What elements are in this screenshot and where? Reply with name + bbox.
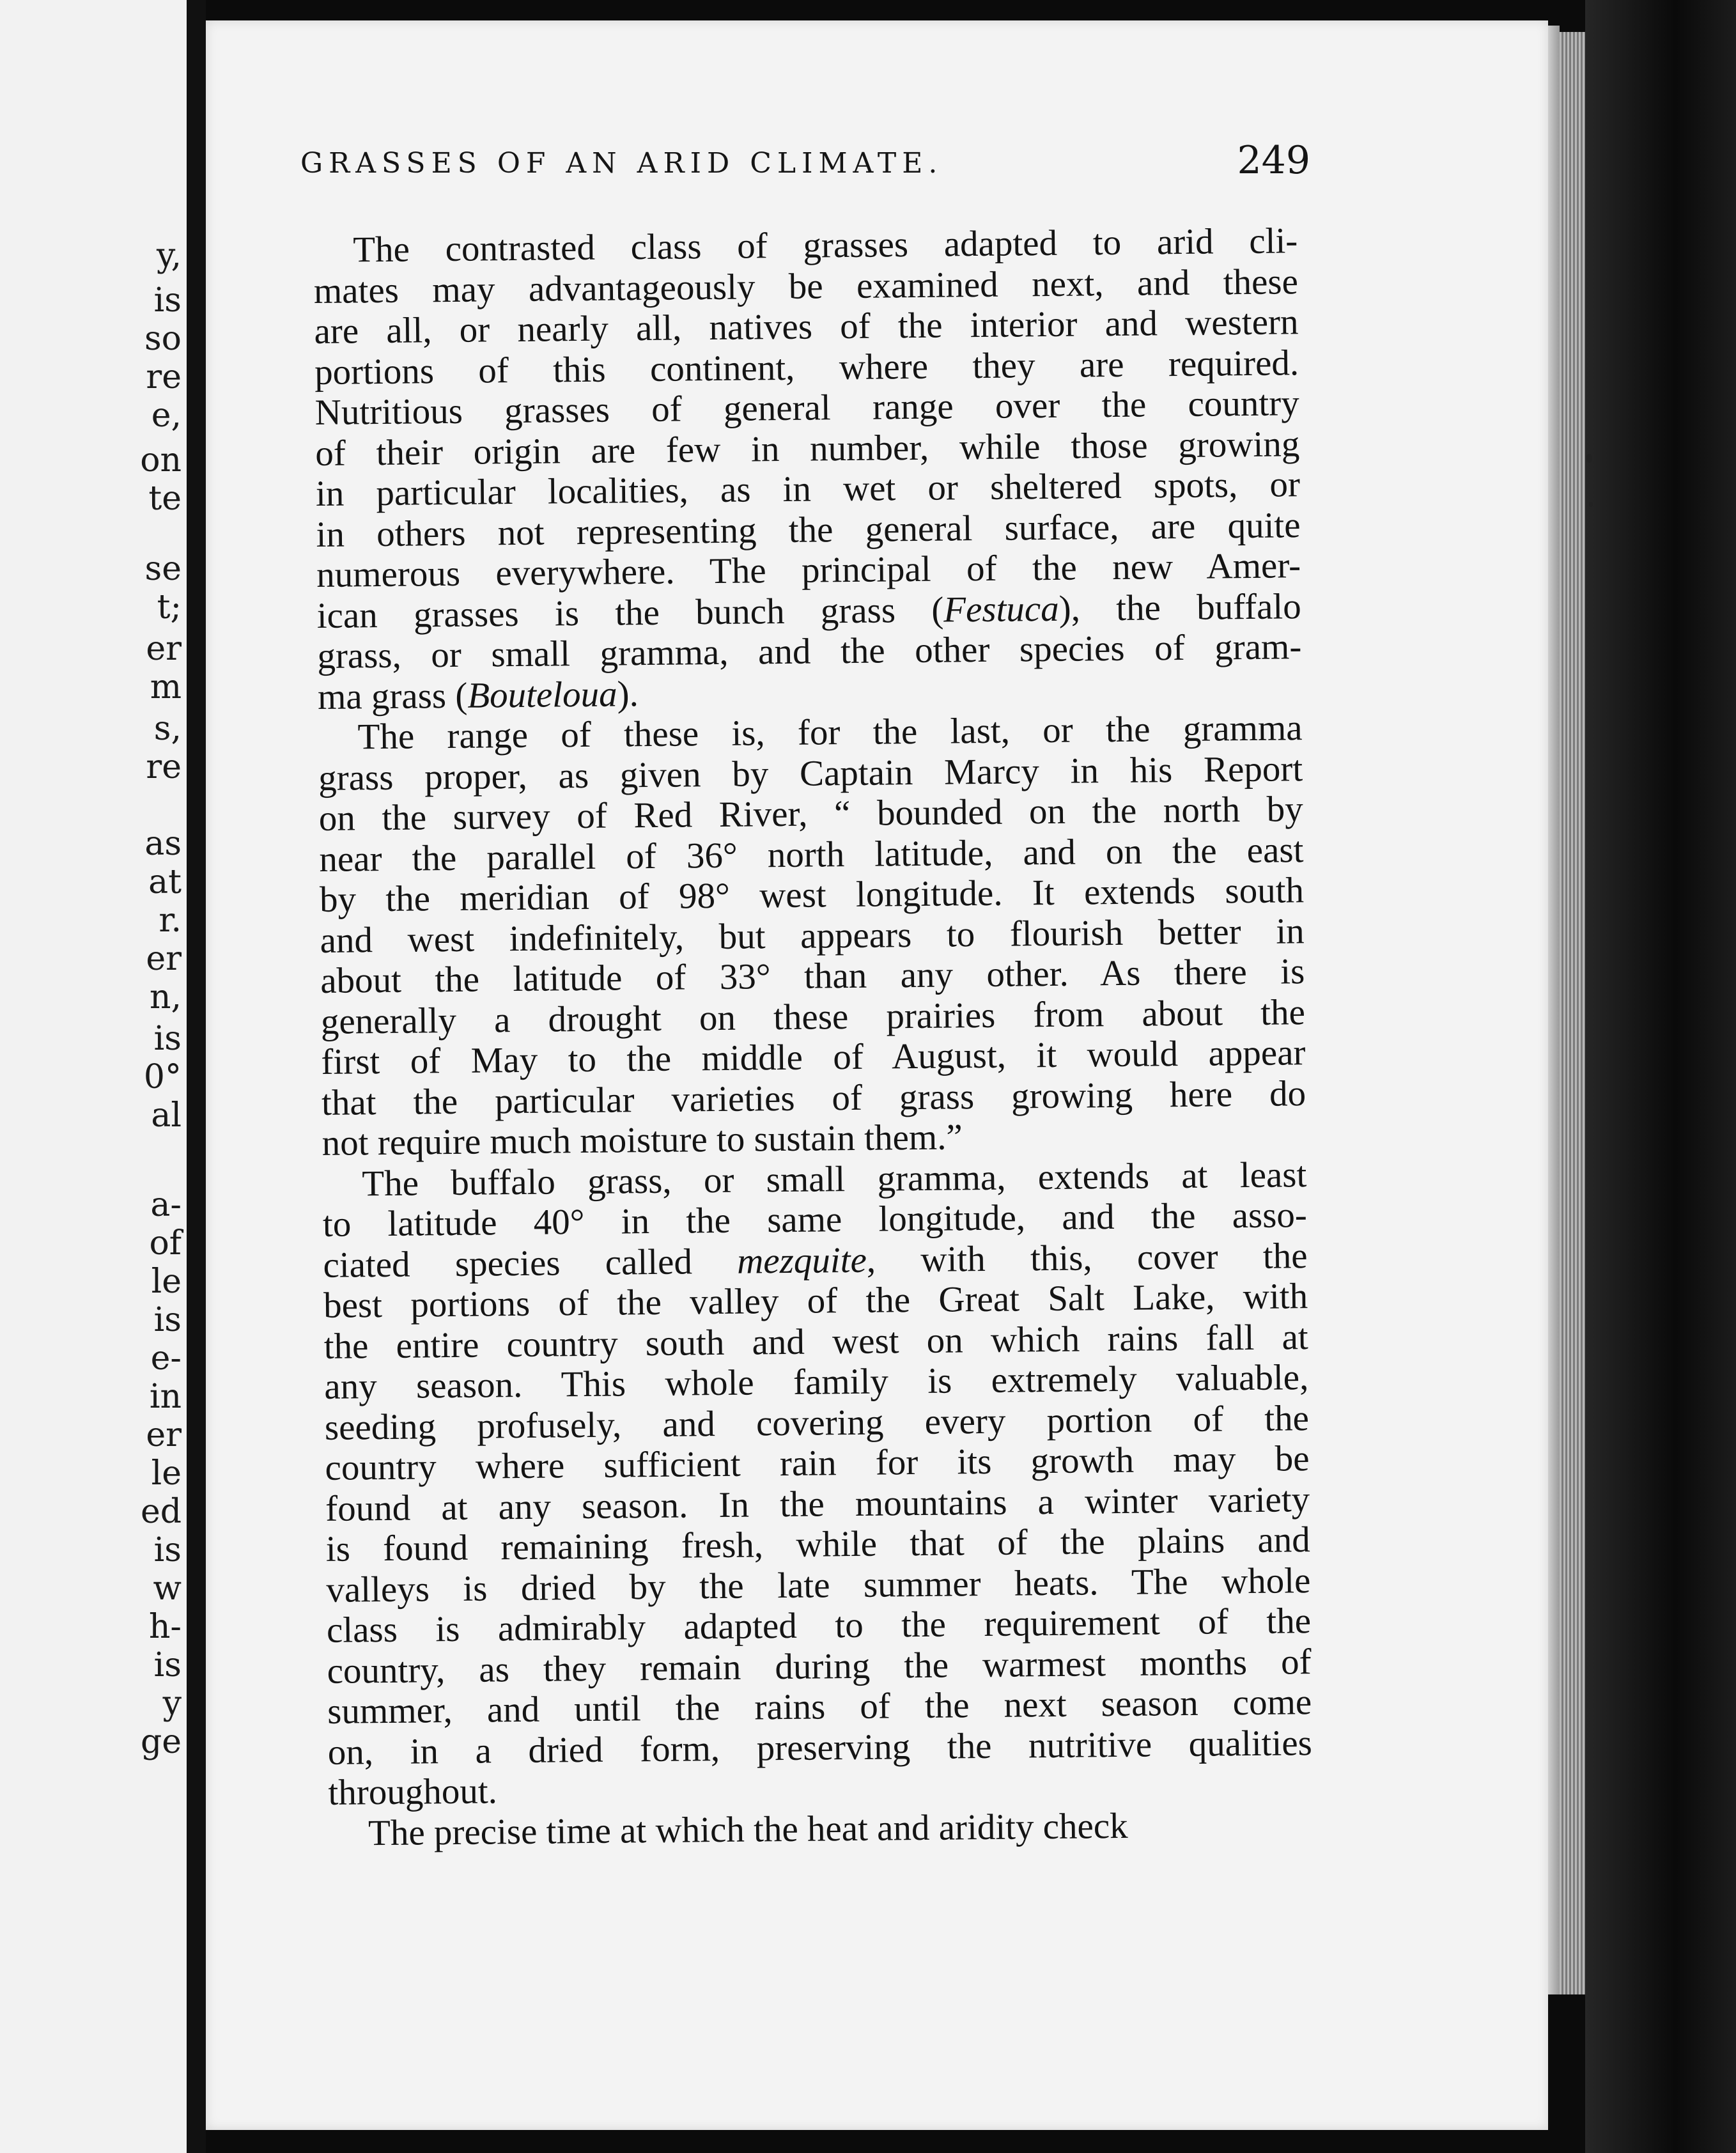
text-line: any season. This whole family is extremely valuable, (324, 1357, 1309, 1407)
left-page-fragment: is (153, 281, 182, 320)
paragraph (318, 708, 1306, 1163)
running-title: GRASSES OF AN ARID CLIMATE. (300, 147, 943, 180)
left-page-fragment: is (153, 1531, 182, 1569)
text-line: The contrasted class of grasses adapted to arid cli- (352, 221, 1298, 270)
left-page-fragment: is (153, 1020, 182, 1058)
text-line: country where sufficient rain for its growth may be (325, 1438, 1310, 1488)
left-page-fragment: m (150, 668, 182, 706)
left-page-fragment: le (151, 1454, 182, 1493)
book-cover-edge (1585, 0, 1736, 2153)
left-page-fragment: se (144, 550, 182, 588)
text-line: ican grasses is the bunch grass (Festuca), the buffalo (316, 586, 1302, 636)
dust-speck (1586, 454, 1592, 463)
text-line: Nutritious grasses of general range over the country (314, 383, 1299, 433)
text-line: near the parallel of 36° north latitude, and on the east (319, 829, 1304, 880)
text-line: The buffalo grass, or small gramma, extends at least (362, 1154, 1307, 1204)
left-page-fragment: at (148, 863, 182, 901)
left-page-fragment: t; (157, 588, 182, 626)
left-facing-page (0, 0, 187, 2153)
left-page-fragment: er (146, 940, 182, 978)
dust-speck (1589, 502, 1593, 507)
left-page-fragment: of (149, 1224, 182, 1263)
text-line: of their origin are few in number, while those growing (315, 423, 1300, 474)
text-line: summer, and until the rains of the next season come (327, 1682, 1312, 1732)
text-line: best portions of the valley of the Great Salt Lake, with (323, 1276, 1308, 1326)
text-line: seeding profusely, and covering every portion of the (324, 1397, 1310, 1448)
text-line: the entire country south and west on which rains fall at (323, 1316, 1308, 1367)
left-page-fragment: h- (148, 1608, 182, 1646)
left-page-fragment: e- (150, 1339, 182, 1378)
text-line: that the particular varieties of grass growing here do (321, 1073, 1306, 1123)
left-page-fragment: r. (159, 901, 182, 940)
text-line: found at any season. In the mountains a winter variety (325, 1479, 1310, 1529)
left-page-fragment: te (148, 479, 182, 518)
text-line: mates may advantageously be examined next, and these (313, 261, 1299, 311)
left-page-fragment: as (144, 825, 182, 863)
text-line: not require much moisture to sustain them.” (322, 1117, 963, 1163)
text-line: generally a drought on these prairies from about the (320, 991, 1306, 1042)
left-page-fragment: w (153, 1569, 182, 1608)
left-page-fragment: is (153, 1301, 182, 1339)
left-page-fragment: on (140, 441, 182, 479)
paragraph (313, 221, 1302, 717)
page-header (300, 136, 1310, 193)
left-page-fragment: so (144, 320, 182, 358)
left-page-fragment: ge (140, 1723, 182, 1761)
text-line: throughout. (328, 1771, 498, 1813)
left-page-fragment: a- (150, 1186, 182, 1224)
text-line: by the meridian of 98° west longitude. It extends south (319, 870, 1305, 920)
text-line: class is admirably adapted to the requirement of the (326, 1601, 1312, 1651)
body-text (313, 221, 1313, 1854)
text-line: The precise time at which the heat and aridity check (368, 1805, 1128, 1853)
left-page-fragment: re (146, 358, 182, 396)
page-block-edges (1560, 32, 1585, 1994)
text-line: on, in a dried form, preserving the nutritive qualities (327, 1722, 1313, 1773)
left-page-fragment: 0° (143, 1058, 182, 1096)
text-line: ma grass (Bouteloua). (317, 673, 639, 717)
text-line: about the latitude of 33° than any other. As there is (320, 951, 1305, 1001)
left-page-fragment: s, (153, 710, 182, 748)
left-page-fragment: le (151, 1263, 182, 1301)
paragraph (322, 1154, 1313, 1814)
text-line: country, as they remain during the warmest months of (327, 1641, 1312, 1691)
left-page-fragment: re (146, 748, 182, 786)
left-page-fragment: n, (149, 978, 182, 1016)
text-line: on the survey of Red River, “ bounded on the north by (318, 789, 1304, 839)
text-line: numerous everywhere. The principal of the new Amer- (316, 545, 1301, 595)
left-page-fragment: er (146, 630, 182, 668)
left-page-fragment: e, (151, 396, 182, 435)
text-line: are all, or nearly all, natives of the interior and western (314, 302, 1299, 352)
text-line: first of May to the middle of August, it would appear (321, 1032, 1306, 1082)
text-line: ciated species called mezquite, with this, cover the (323, 1235, 1308, 1286)
text-line: in others not representing the general surface, are quite (316, 504, 1301, 555)
text-line: in particular localities, as in wet or sheltered spots, or (315, 464, 1301, 514)
left-page-fragment: er (146, 1416, 182, 1454)
text-line: and west indefinitely, but appears to flourish better in (320, 910, 1305, 961)
left-page-fragment: ed (140, 1493, 182, 1531)
text-line: The range of these is, for the last, or the gramma (357, 708, 1303, 758)
text-line: grass proper, as given by Captain Marcy in his Report (318, 748, 1303, 798)
left-page-fragment: y, (157, 237, 182, 275)
book-gutter (187, 0, 206, 2153)
left-page-fragment: in (149, 1378, 182, 1416)
text-line: grass, or small gramma, and the other species of gram- (317, 626, 1302, 676)
left-page-fragment: is (153, 1646, 182, 1684)
text-line: valleys is dried by the late summer heats. The whole (326, 1560, 1311, 1610)
text-line: to latitude 40° in the same longitude, and the asso- (322, 1195, 1308, 1245)
left-page-fragment: al (151, 1096, 182, 1135)
page-number: 249 (1237, 138, 1310, 183)
left-page-fragment: y (162, 1684, 182, 1723)
text-line: portions of this continent, where they are required. (314, 342, 1299, 393)
text-line: is found remaining fresh, while that of the plains and (325, 1520, 1311, 1569)
page-edge (1548, 26, 1560, 1994)
